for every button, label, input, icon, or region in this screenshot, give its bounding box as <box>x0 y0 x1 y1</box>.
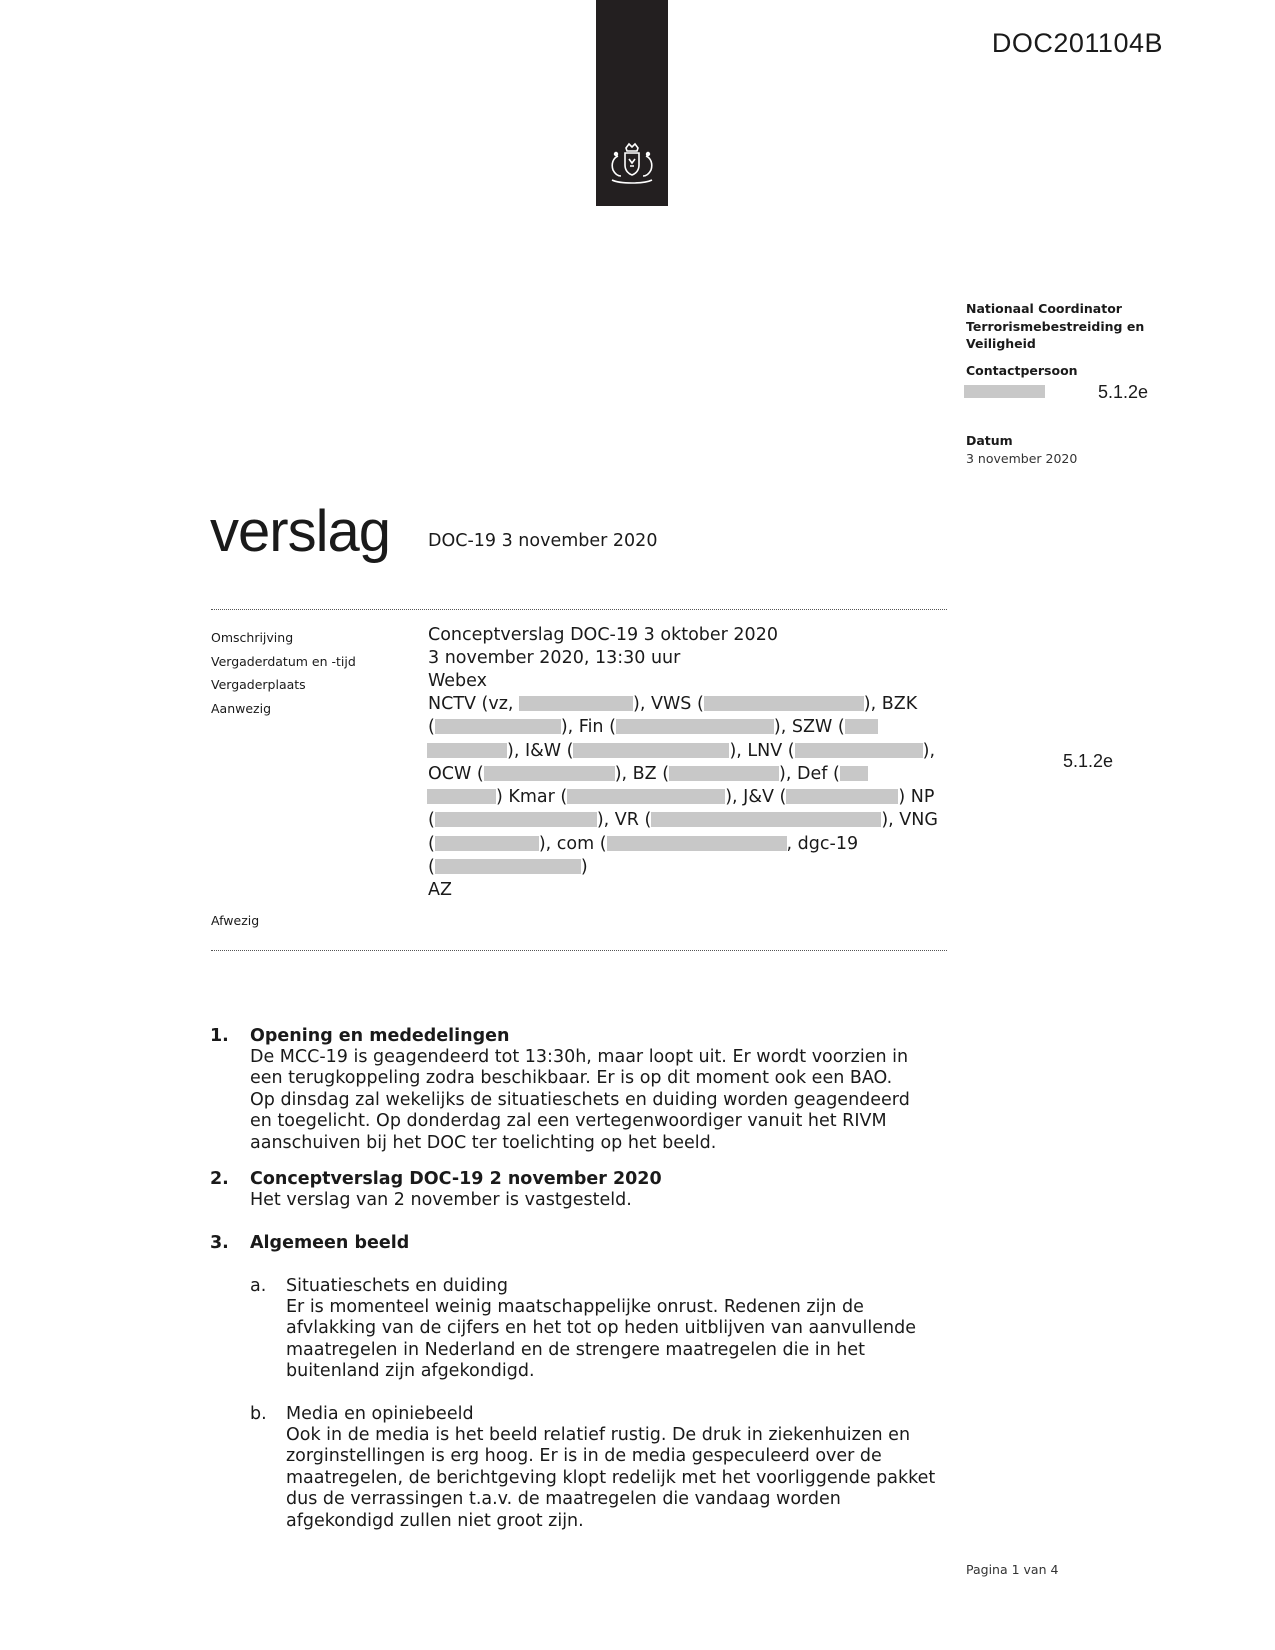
text-line: een terugkoppeling zodra beschikbaar. Er is op dit moment ook een BAO. <box>250 1068 893 1089</box>
subsection-body <box>286 1297 966 1383</box>
subsection-body <box>286 1425 966 1532</box>
aanwezig-text: ( <box>428 833 435 854</box>
vergaderplaats-value: Webex <box>428 671 487 691</box>
redaction-block <box>964 385 1045 398</box>
aanwezig-text: ), LNV ( <box>729 740 795 761</box>
section-number: 2. <box>210 1169 229 1189</box>
text-line: afgekondigd zullen niet groot zijn. <box>286 1510 584 1531</box>
section-title: Conceptverslag DOC-19 2 november 2020 <box>250 1169 662 1189</box>
aanwezig-text: ) NP <box>898 787 935 808</box>
aanwezig-list <box>428 693 938 903</box>
divider <box>211 609 947 610</box>
text-line: buitenland zijn afgekondigd. <box>286 1361 535 1382</box>
aanwezig-text: ), BZK <box>863 694 918 714</box>
text-line: maatregelen in Nederland en de strengere maatregelen die in het <box>286 1339 866 1360</box>
text-line: Ook in de media is het beeld relatief rustig. De druk in ziekenhuizen en <box>286 1425 911 1445</box>
label-omschrijving: Omschrijving <box>211 630 294 645</box>
text-line: Het verslag van 2 november is vastgesteld. <box>250 1190 632 1210</box>
text-line: zorginstellingen is erg hoog. Er is in de media gespeculeerd over de <box>286 1446 882 1467</box>
aanwezig-text: ), Fin ( <box>560 717 616 738</box>
text-line: maatregelen, de berichtgeving klopt redelijk met het voorliggende pakket <box>286 1467 936 1488</box>
aanwezig-text: NCTV (vz, <box>428 694 514 714</box>
redaction-block <box>519 696 633 711</box>
redaction-block <box>616 719 774 734</box>
aanwezig-text: ), <box>922 740 936 761</box>
page-title: verslag <box>210 499 390 564</box>
vergaderdatum-value: 3 november 2020, 13:30 uur <box>428 648 681 668</box>
text-line: Op dinsdag zal wekelijks de situatieschets en duiding worden geagendeerd <box>250 1089 910 1110</box>
subsection-title: Situatieschets en duiding <box>286 1276 508 1296</box>
text-line: en toegelicht. Op donderdag zal een vertegenwoordiger vanuit het RIVM <box>250 1111 887 1132</box>
aanwezig-text: ), com ( <box>538 833 607 854</box>
aanwezig-line <box>427 740 938 763</box>
redaction-block <box>845 719 878 734</box>
datum-label: Datum <box>966 433 1013 448</box>
redaction-block <box>704 696 864 711</box>
label-aanwezig: Aanwezig <box>211 701 272 716</box>
aanwezig-text: ), SZW ( <box>773 717 845 738</box>
aanwezig-text: ( <box>428 857 435 878</box>
redaction-code: 5.1.2e <box>1098 382 1149 402</box>
aanwezig-text: ( <box>428 810 435 831</box>
section-title: Opening en mededelingen <box>250 1026 510 1046</box>
aanwezig-text: ), VWS ( <box>633 694 704 714</box>
coat-of-arms-icon <box>600 140 664 188</box>
aanwezig-text: ), I&W ( <box>507 740 574 761</box>
document-code: DOC201104B <box>991 28 1163 58</box>
aanwezig-text: AZ <box>428 880 452 901</box>
page-number: Pagina 1 van 4 <box>966 1562 1059 1577</box>
redaction-block <box>435 836 539 851</box>
aanwezig-line <box>427 786 938 809</box>
aanwezig-line <box>428 856 938 879</box>
label-vergaderplaats: Vergaderplaats <box>211 677 306 692</box>
aanwezig-line <box>428 763 938 786</box>
aanwezig-text: ), J&V ( <box>725 787 787 808</box>
subsection-title: Media en opiniebeeld <box>286 1404 474 1424</box>
aanwezig-text: ), VR ( <box>596 810 652 831</box>
contact-label: Contactpersoon <box>966 363 1078 378</box>
divider <box>211 950 947 951</box>
rijksoverheid-logo-bar <box>596 0 668 206</box>
aanwezig-line <box>428 879 938 902</box>
redaction-block <box>840 766 868 781</box>
aanwezig-text: ), VNG <box>881 810 938 831</box>
section-number: 3. <box>210 1233 229 1253</box>
redaction-block <box>795 743 923 758</box>
org-line: Nationaal Coordinator <box>966 301 1122 316</box>
section-body <box>250 1047 950 1154</box>
redaction-block <box>669 766 779 781</box>
text-line: Er is momenteel weinig maatschappelijke onrust. Redenen zijn de <box>286 1297 864 1317</box>
redaction-block <box>786 789 898 804</box>
section-body <box>250 1190 950 1211</box>
subsection-letter: a. <box>250 1276 267 1296</box>
redaction-block <box>607 836 787 851</box>
aanwezig-line <box>428 833 938 856</box>
redaction-block <box>435 812 597 827</box>
redaction-block <box>567 789 725 804</box>
text-line: De MCC-19 is geagendeerd tot 13:30h, maar loopt uit. Er wordt voorzien in <box>250 1047 909 1067</box>
redaction-code: 5.1.2e <box>1063 751 1114 771</box>
page-subtitle: DOC-19 3 november 2020 <box>428 531 658 551</box>
aanwezig-text: ) <box>580 857 588 878</box>
aanwezig-text: , dgc-19 <box>786 833 859 854</box>
label-vergaderdatum: Vergaderdatum en -tijd <box>211 654 356 669</box>
aanwezig-line <box>428 809 938 832</box>
aanwezig-line <box>428 693 938 716</box>
aanwezig-line <box>428 716 938 739</box>
redaction-block <box>427 743 507 758</box>
org-line: Terrorismebestreiding en <box>966 318 1145 334</box>
text-line: afvlakking van de cijfers en het tot op heden uitblijven van aanvullende <box>286 1318 916 1339</box>
organisation-name <box>966 300 1176 353</box>
redaction-block <box>573 743 729 758</box>
redaction-block <box>484 766 615 781</box>
section-number: 1. <box>210 1026 229 1046</box>
text-line: dus de verrassingen t.a.v. de maatregelen die vandaag worden <box>286 1489 841 1510</box>
org-line: Veiligheid <box>966 336 1036 351</box>
aanwezig-text: ) Kmar ( <box>496 787 568 808</box>
datum-value: 3 november 2020 <box>966 451 1078 466</box>
aanwezig-text: OCW ( <box>428 763 484 784</box>
aanwezig-text: ( <box>428 717 435 738</box>
aanwezig-text: ), Def ( <box>779 763 840 784</box>
label-afwezig: Afwezig <box>211 913 260 928</box>
subsection-letter: b. <box>250 1404 267 1424</box>
redaction-block <box>435 719 561 734</box>
redaction-block <box>435 859 581 874</box>
redaction-block <box>651 812 881 827</box>
section-title: Algemeen beeld <box>250 1233 410 1253</box>
text-line: aanschuiven bij het DOC ter toelichting op het beeld. <box>250 1132 717 1153</box>
redaction-block <box>427 789 496 804</box>
aanwezig-text: ), BZ ( <box>614 763 670 784</box>
omschrijving-value: Conceptverslag DOC-19 3 oktober 2020 <box>428 625 778 645</box>
